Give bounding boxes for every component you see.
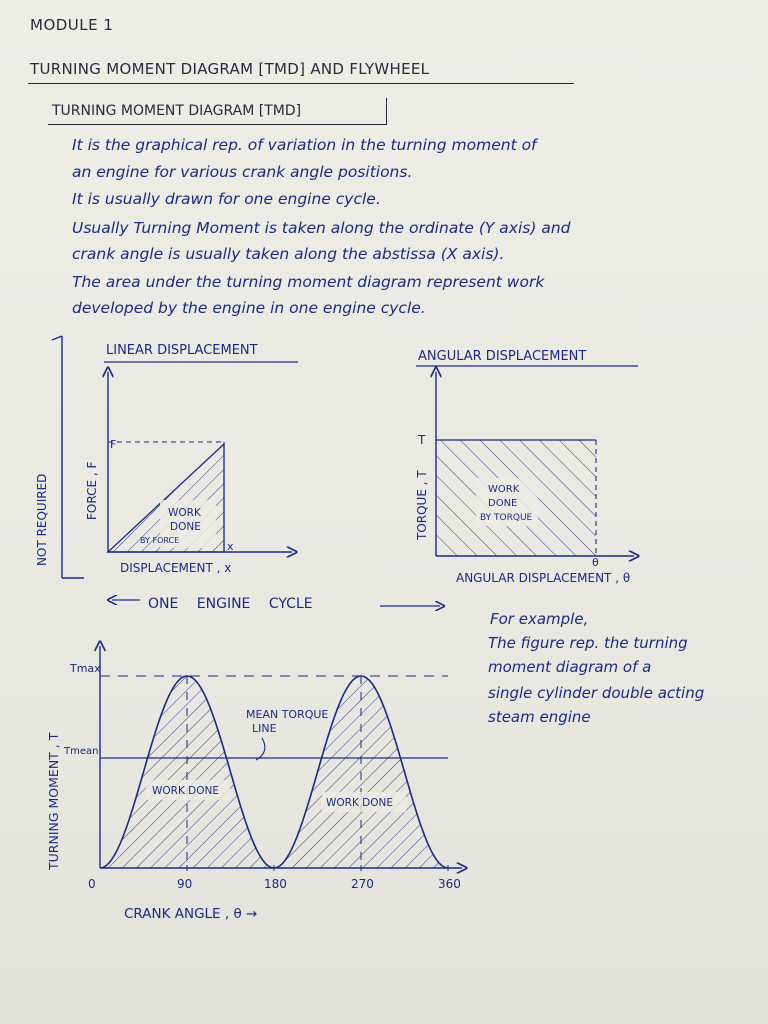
angular-work-3: BY TORQUE — [480, 513, 533, 523]
angular-title: ANGULAR DISPLACEMENT — [418, 349, 587, 364]
angular-theta-label: θ — [592, 556, 599, 569]
tmd-chart — [88, 646, 462, 891]
paragraph-line: crank angle is usually taken along the abstissa (X axis). — [72, 245, 505, 263]
example-line: steam engine — [488, 708, 591, 726]
linear-xlabel: DISPLACEMENT , x — [120, 561, 232, 575]
angular-work-1: WORK — [488, 484, 520, 495]
paragraph-line: It is usually drawn for one engine cycle. — [72, 190, 381, 208]
angular-work-2: DONE — [488, 498, 518, 509]
cycle-label: ONE ENGINE CYCLE — [148, 596, 313, 612]
not-required-label: NOT REQUIRED — [35, 473, 49, 566]
angular-diagram — [436, 372, 634, 556]
paragraph-line: an engine for various crank angle positions. — [72, 163, 413, 181]
section-title: TURNING MOMENT DIAGRAM [TMD] — [52, 103, 302, 119]
linear-work-3: BY FORCE — [140, 536, 180, 545]
tmd-tmean-label: Tmean — [64, 746, 99, 757]
linear-work-2: DONE — [170, 521, 201, 533]
tmd-ylabel: TURNING MOMENT , T — [46, 732, 61, 870]
linear-x-label: x — [227, 540, 234, 553]
paragraph-line: It is the graphical rep. of variation in the turning moment of — [72, 136, 537, 154]
angular-t-label: T — [418, 433, 426, 447]
page-title: TURNING MOMENT DIAGRAM [TMD] AND FLYWHEEL — [30, 60, 430, 78]
tick-label: 270 — [351, 877, 374, 891]
paragraph-line: The area under the turning moment diagram represent work — [72, 273, 545, 291]
tmd-xlabel: CRANK ANGLE , θ → — [124, 906, 258, 922]
angular-xlabel: ANGULAR DISPLACEMENT , θ — [456, 571, 631, 585]
tmd-tmax-label: Tmax — [70, 662, 101, 675]
tick-label: 0 — [88, 877, 96, 891]
mean-pointer — [256, 738, 265, 760]
work-done-label-2: WORK DONE — [326, 797, 394, 809]
tick-label: 90 — [177, 877, 193, 891]
work-done-area — [100, 676, 448, 868]
work-done-label-1: WORK DONE — [152, 785, 220, 797]
example-line: single cylinder double acting — [488, 684, 705, 702]
paragraph-line: Usually Turning Moment is taken along the ordinate (Y axis) and — [72, 219, 571, 237]
tick-label: 360 — [438, 877, 461, 891]
mean-torque-label-2: LINE — [252, 722, 277, 735]
example-line: moment diagram of a — [488, 658, 652, 676]
linear-title: LINEAR DISPLACEMENT — [106, 343, 258, 358]
example-line: For example, — [490, 610, 589, 628]
module-heading: MODULE 1 — [30, 16, 114, 34]
linear-ylabel: FORCE , F — [85, 461, 99, 520]
angular-ylabel: TORQUE , T — [415, 470, 429, 540]
example-line: The figure rep. the turning — [488, 634, 688, 652]
paragraph-line: developed by the engine in one engine cycle. — [72, 299, 426, 317]
linear-work-1: WORK — [168, 507, 201, 519]
mean-torque-label-1: MEAN TORQUE — [246, 708, 329, 721]
not-required-bracket — [52, 336, 84, 578]
linear-f-label: F — [110, 438, 117, 451]
tick-label: 180 — [264, 877, 287, 891]
